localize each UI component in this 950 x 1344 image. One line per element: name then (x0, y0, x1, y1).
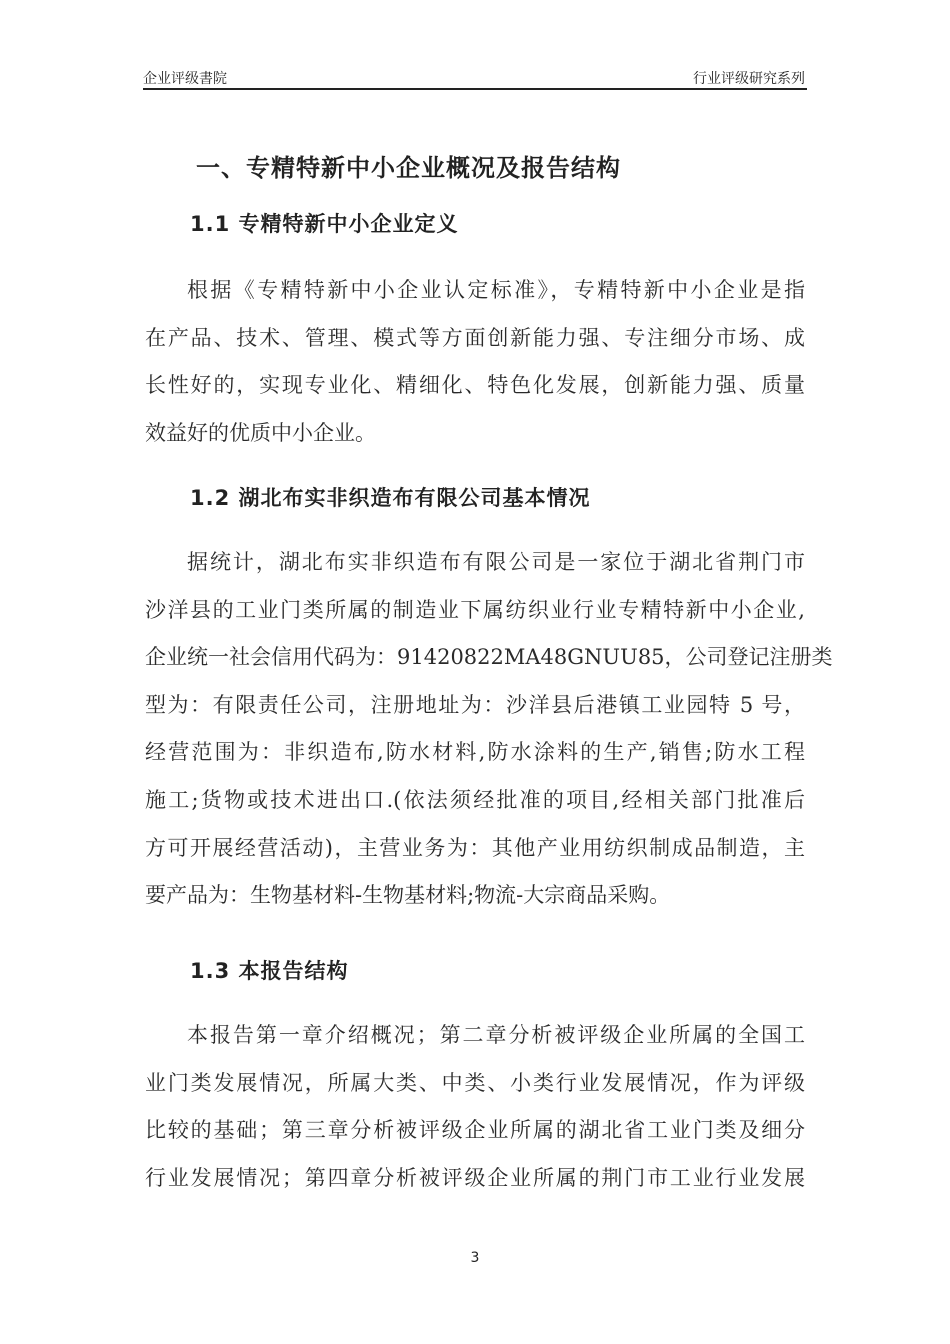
paragraph-line: 沙洋县的工业门类所属的制造业下属纺织业行业专精特新中小企业, (145, 597, 805, 622)
page-number: 3 (470, 1250, 480, 1266)
section-heading: 1.1 专精特新中小企业定义 (190, 212, 459, 236)
header-rule (143, 88, 807, 90)
paragraph-line: 本报告第一章介绍概况；第二章分析被评级企业所属的全国工 (187, 1023, 805, 1047)
paragraph-line: 经营范围为：非织造布,防水材料,防水涂料的生产,销售;防水工程 (145, 740, 805, 765)
paragraph-line: 效益好的优质中小企业。 (145, 420, 376, 445)
header-left-text: 企业评级書院 (143, 71, 227, 87)
paragraph-line: 长性好的，实现专业化、精细化、特色化发展，创新能力强、质量 (145, 373, 805, 398)
paragraph-line: 要产品为：生物基材料-生物基材料;物流-大宗商品采购。 (145, 883, 671, 908)
paragraph-line: 施工;货物或技术进出口.(依法须经批准的项目,经相关部门批准后 (145, 788, 805, 812)
paragraph-line: 比较的基础；第三章分析被评级企业所属的湖北省工业门类及细分 (145, 1118, 805, 1143)
paragraph-line: 根据《专精特新中小企业认定标准》，专精特新中小企业是指 (187, 278, 805, 302)
paragraph-line: 方可开展经营活动)，主营业务为：其他产业用纺织制成品制造，主 (145, 835, 805, 860)
paragraph-line: 企业统一社会信用代码为：91420822MA48GNUU85，公司登记注册类 (145, 645, 833, 670)
section-heading: 1.2 湖北布实非织造布有限公司基本情况 (190, 486, 591, 510)
paragraph-line: 型为：有限责任公司，注册地址为：沙洋县后港镇工业园特 5 号， (145, 692, 805, 717)
header-right-text: 行业评级研究系列 (693, 71, 805, 87)
paragraph-line: 在产品、技术、管理、模式等方面创新能力强、专注细分市场、成 (145, 325, 805, 350)
paragraph-line: 据统计，湖北布实非织造布有限公司是一家位于湖北省荆门市 (187, 550, 805, 574)
paragraph-line: 业门类发展情况，所属大类、中类、小类行业发展情况，作为评级 (145, 1070, 805, 1095)
paragraph-line: 行业发展情况；第四章分析被评级企业所属的荆门市工业行业发展 (145, 1165, 805, 1190)
chapter-title: 一、专精特新中小企业概况及报告结构 (196, 154, 621, 182)
section-heading: 1.3 本报告结构 (190, 959, 349, 983)
